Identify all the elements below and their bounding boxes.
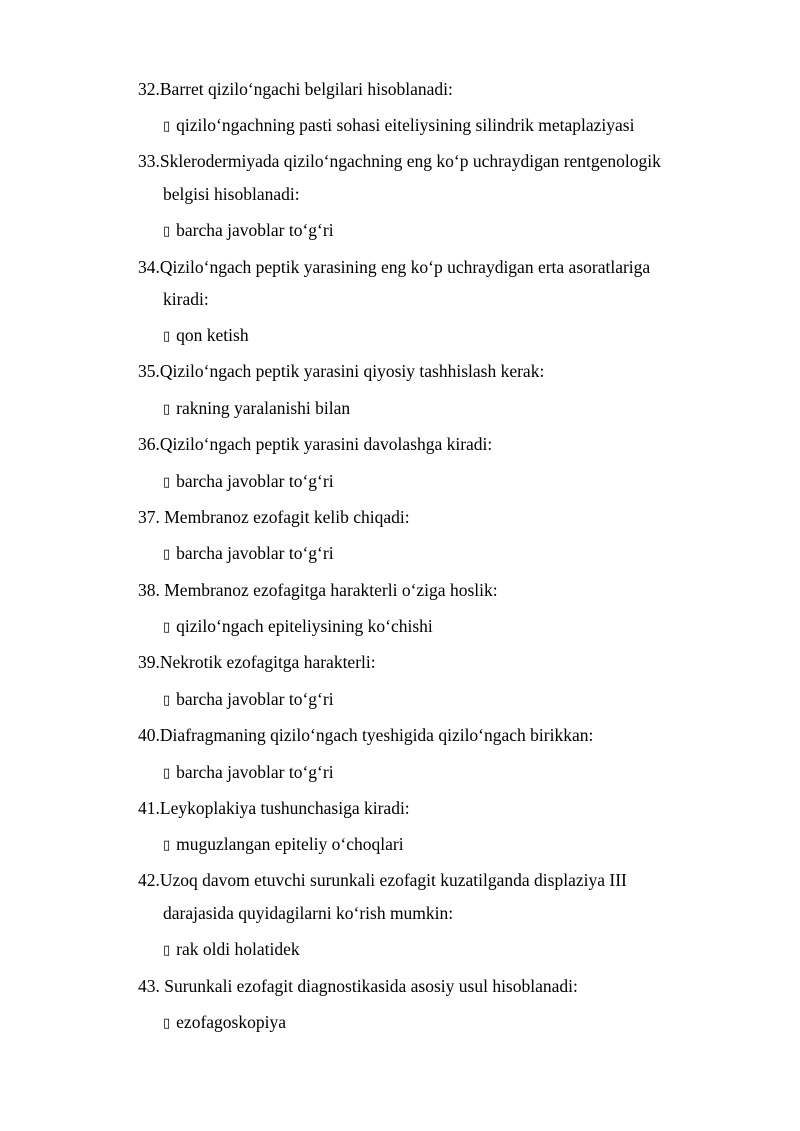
question-34-cont: kiradi: <box>163 289 209 309</box>
answer-42-text: rak oldi holatidek <box>176 939 300 959</box>
answer-43 <box>163 1012 286 1034</box>
answer-42 <box>163 939 300 961</box>
question-34: 34.Qizilo‘ngach peptik yarasining eng ko‘p uchraydigan erta asoratlariga <box>138 257 651 277</box>
answer-38-text: qizilo‘ngach epiteliysining ko‘chishi <box>176 616 433 636</box>
answer-37 <box>163 543 334 565</box>
missing-glyph-icon: ▯ <box>163 119 171 134</box>
question-41: 41.Leykoplakiya tushunchasiga kiradi: <box>138 798 410 818</box>
answer-43-text: ezofagoskopiya <box>176 1012 286 1032</box>
question-39: 39.Nekrotik ezofagitga harakterli: <box>138 652 376 672</box>
missing-glyph-icon: ▯ <box>163 943 171 958</box>
question-35: 35.Qizilo‘ngach peptik yarasini qiyosiy tashhislash kerak: <box>138 361 545 381</box>
question-42-cont: darajasida quyidagilarni ko‘rish mumkin: <box>163 903 454 923</box>
missing-glyph-icon: ▯ <box>163 620 171 635</box>
missing-glyph-icon: ▯ <box>163 838 171 853</box>
answer-33-text: barcha javoblar to‘g‘ri <box>176 220 334 240</box>
answer-41 <box>163 834 404 856</box>
question-37: 37. Membranoz ezofagit kelib chiqadi: <box>138 507 410 527</box>
answer-34-text: qon ketish <box>176 325 249 345</box>
answer-39-text: barcha javoblar to‘g‘ri <box>176 689 334 709</box>
answer-36-text: barcha javoblar to‘g‘ri <box>176 471 334 491</box>
answer-36 <box>163 471 334 493</box>
missing-glyph-icon: ▯ <box>163 402 171 417</box>
answer-37-text: barcha javoblar to‘g‘ri <box>176 543 334 563</box>
missing-glyph-icon: ▯ <box>163 1016 171 1031</box>
missing-glyph-icon: ▯ <box>163 475 171 490</box>
question-36: 36.Qizilo‘ngach peptik yarasini davolashga kiradi: <box>138 434 493 454</box>
question-42: 42.Uzoq davom etuvchi surunkali ezofagit kuzatilganda displaziya III <box>138 870 627 890</box>
answer-39 <box>163 689 334 711</box>
answer-33 <box>163 220 334 242</box>
question-33: 33.Sklerodermiyada qizilo‘ngachning eng ko‘p uchraydigan rentgenologik <box>138 151 661 171</box>
answer-38 <box>163 616 433 638</box>
question-32: 32.Barret qizilo‘ngachi belgilari hisoblanadi: <box>138 79 453 99</box>
answer-35-text: rakning yaralanishi bilan <box>176 398 351 418</box>
answer-35 <box>163 398 350 420</box>
question-43: 43. Surunkali ezofagit diagnostikasida asosiy usul hisoblanadi: <box>138 976 578 996</box>
answer-41-text: muguzlangan epiteliy o‘choqlari <box>176 834 404 854</box>
missing-glyph-icon: ▯ <box>163 547 171 562</box>
answer-34 <box>163 325 249 347</box>
missing-glyph-icon: ▯ <box>163 224 171 239</box>
answer-32-text: qizilo‘ngachning pasti sohasi eiteliysining silindrik metaplaziyasi <box>176 115 635 135</box>
answer-32 <box>163 115 634 137</box>
question-40: 40.Diafragmaning qizilo‘ngach tyeshigida qizilo‘ngach birikkan: <box>138 725 594 745</box>
missing-glyph-icon: ▯ <box>163 693 171 708</box>
missing-glyph-icon: ▯ <box>163 329 171 344</box>
answer-40 <box>163 762 334 784</box>
missing-glyph-icon: ▯ <box>163 766 171 781</box>
answer-40-text: barcha javoblar to‘g‘ri <box>176 762 334 782</box>
question-38: 38. Membranoz ezofagitga harakterli o‘ziga hoslik: <box>138 580 498 600</box>
question-33-cont: belgisi hisoblanadi: <box>163 184 300 204</box>
